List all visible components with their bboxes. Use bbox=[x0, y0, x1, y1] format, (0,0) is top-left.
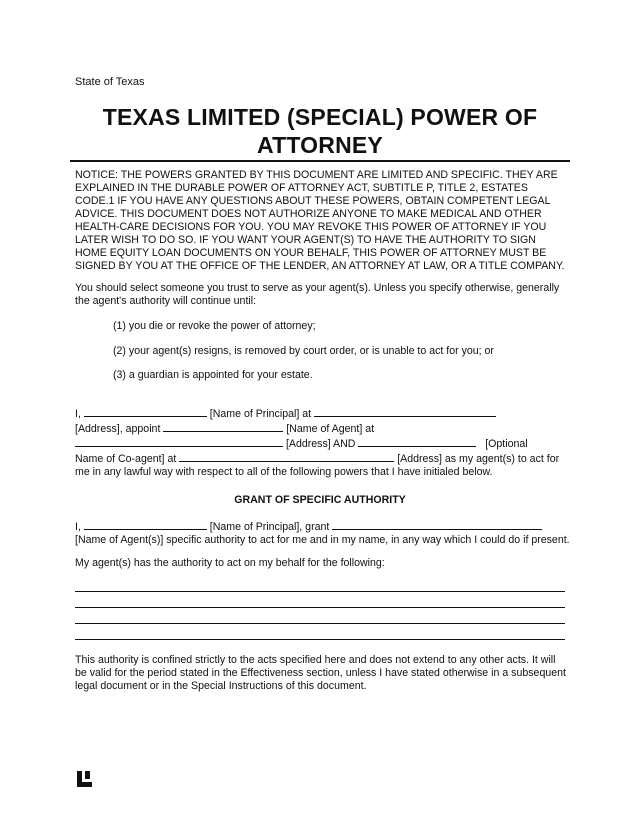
agent-address-blank[interactable] bbox=[75, 436, 283, 447]
appointment-text: [Name of Principal] at bbox=[209, 408, 312, 420]
agent-selection-paragraph: You should select someone you trust to serve as your agent(s). Unless you specify otherwise, generally the agent's authority will continue until: bbox=[75, 282, 560, 307]
appointment-text: [Optional bbox=[485, 438, 528, 450]
coagent-name-blank[interactable] bbox=[358, 436, 476, 447]
notice-paragraph: NOTICE: THE POWERS GRANTED BY THIS DOCUMENT ARE LIMITED AND SPECIFIC. THEY ARE EXPLAINED IN THE DURABLE POWER OF ATTORNEY ACT, SUBTITLE P, TITLE 2, ESTATES CODE.1 IF YOU HAVE ANY QUESTIONS ABOUT THESE POWERS, OBTAIN COMPETENT LEGAL ADVICE. THIS DOCUMENT DOES NOT AUTHORIZE ANYONE TO MAKE MEDICAL AND OTHER HEALTH-CARE DECISIONS FOR YOU. YOU MAY REVOKE THIS POWER OF ATTORNEY IF YOU LATER WISH TO DO SO. IF YOU WANT YOUR AGENT(S) TO HAVE THE AUTHORITY TO SIGN HOME EQUITY LOAN DOCUMENTS ON YOUR BEHALF, THIS POWER OF ATTORNEY MUST BE SIGNED BY YOU AT THE OFFICE OF THE LENDER, AN ATTORNEY AT LAW, OR A TITLE COMPANY. bbox=[75, 169, 565, 272]
appointment-text: I, bbox=[75, 408, 81, 420]
grant-paragraph bbox=[75, 519, 570, 547]
document-title: TEXAS LIMITED (SPECIAL) POWER OF ATTORNEY bbox=[102, 104, 538, 158]
authority-blank-line[interactable] bbox=[75, 607, 565, 608]
appointment-paragraph bbox=[75, 406, 570, 479]
principal-name-blank[interactable] bbox=[84, 519, 207, 530]
title-divider bbox=[70, 160, 570, 162]
grant-heading: GRANT OF SPECIFIC AUTHORITY bbox=[234, 494, 406, 506]
authority-blank-line[interactable] bbox=[75, 639, 565, 640]
document-logo-icon bbox=[75, 770, 95, 790]
coagent-address-blank[interactable] bbox=[179, 451, 394, 462]
authority-blank-line[interactable] bbox=[75, 591, 565, 592]
authority-intro: My agent(s) has the authority to act on my behalf for the following: bbox=[75, 557, 385, 569]
grant-text: [Name of Principal], grant bbox=[209, 521, 330, 533]
principal-name-blank[interactable] bbox=[84, 406, 207, 417]
appointment-text: [Address] AND bbox=[285, 438, 356, 450]
appointment-text: Name of Co-agent] at bbox=[75, 453, 177, 465]
appointment-text: [Address], appoint bbox=[75, 423, 161, 435]
condition-item: (1) you die or revoke the power of attorney; bbox=[113, 320, 316, 332]
confinement-paragraph: This authority is confined strictly to the acts specified here and does not extend to any other acts. It will be valid for the period stated in the Effectiveness section, unless I have stated otherwise in a subsequent legal document or in the Special Instructions of this document. bbox=[75, 654, 566, 692]
appointment-text: me in any lawful way with respect to all of the following powers that I have initialed below. bbox=[75, 466, 493, 478]
appointment-text: [Address] as my agent(s) to act for bbox=[397, 453, 560, 465]
condition-item: (2) your agent(s) resigns, is removed by court order, or is unable to act for you; or bbox=[113, 345, 494, 357]
agent-name-blank[interactable] bbox=[332, 519, 542, 530]
appointment-text: [Name of Agent] at bbox=[286, 423, 375, 435]
grant-text: [Name of Agent(s)] specific authority to act for me and in my name, in any way which I could do if present. bbox=[75, 534, 570, 546]
principal-address-blank[interactable] bbox=[314, 406, 496, 417]
condition-item: (3) a guardian is appointed for your estate. bbox=[113, 369, 313, 381]
grant-text: I, bbox=[75, 521, 81, 533]
agent-name-blank[interactable] bbox=[163, 421, 283, 432]
state-label: State of Texas bbox=[75, 76, 145, 88]
authority-blank-line[interactable] bbox=[75, 623, 565, 624]
